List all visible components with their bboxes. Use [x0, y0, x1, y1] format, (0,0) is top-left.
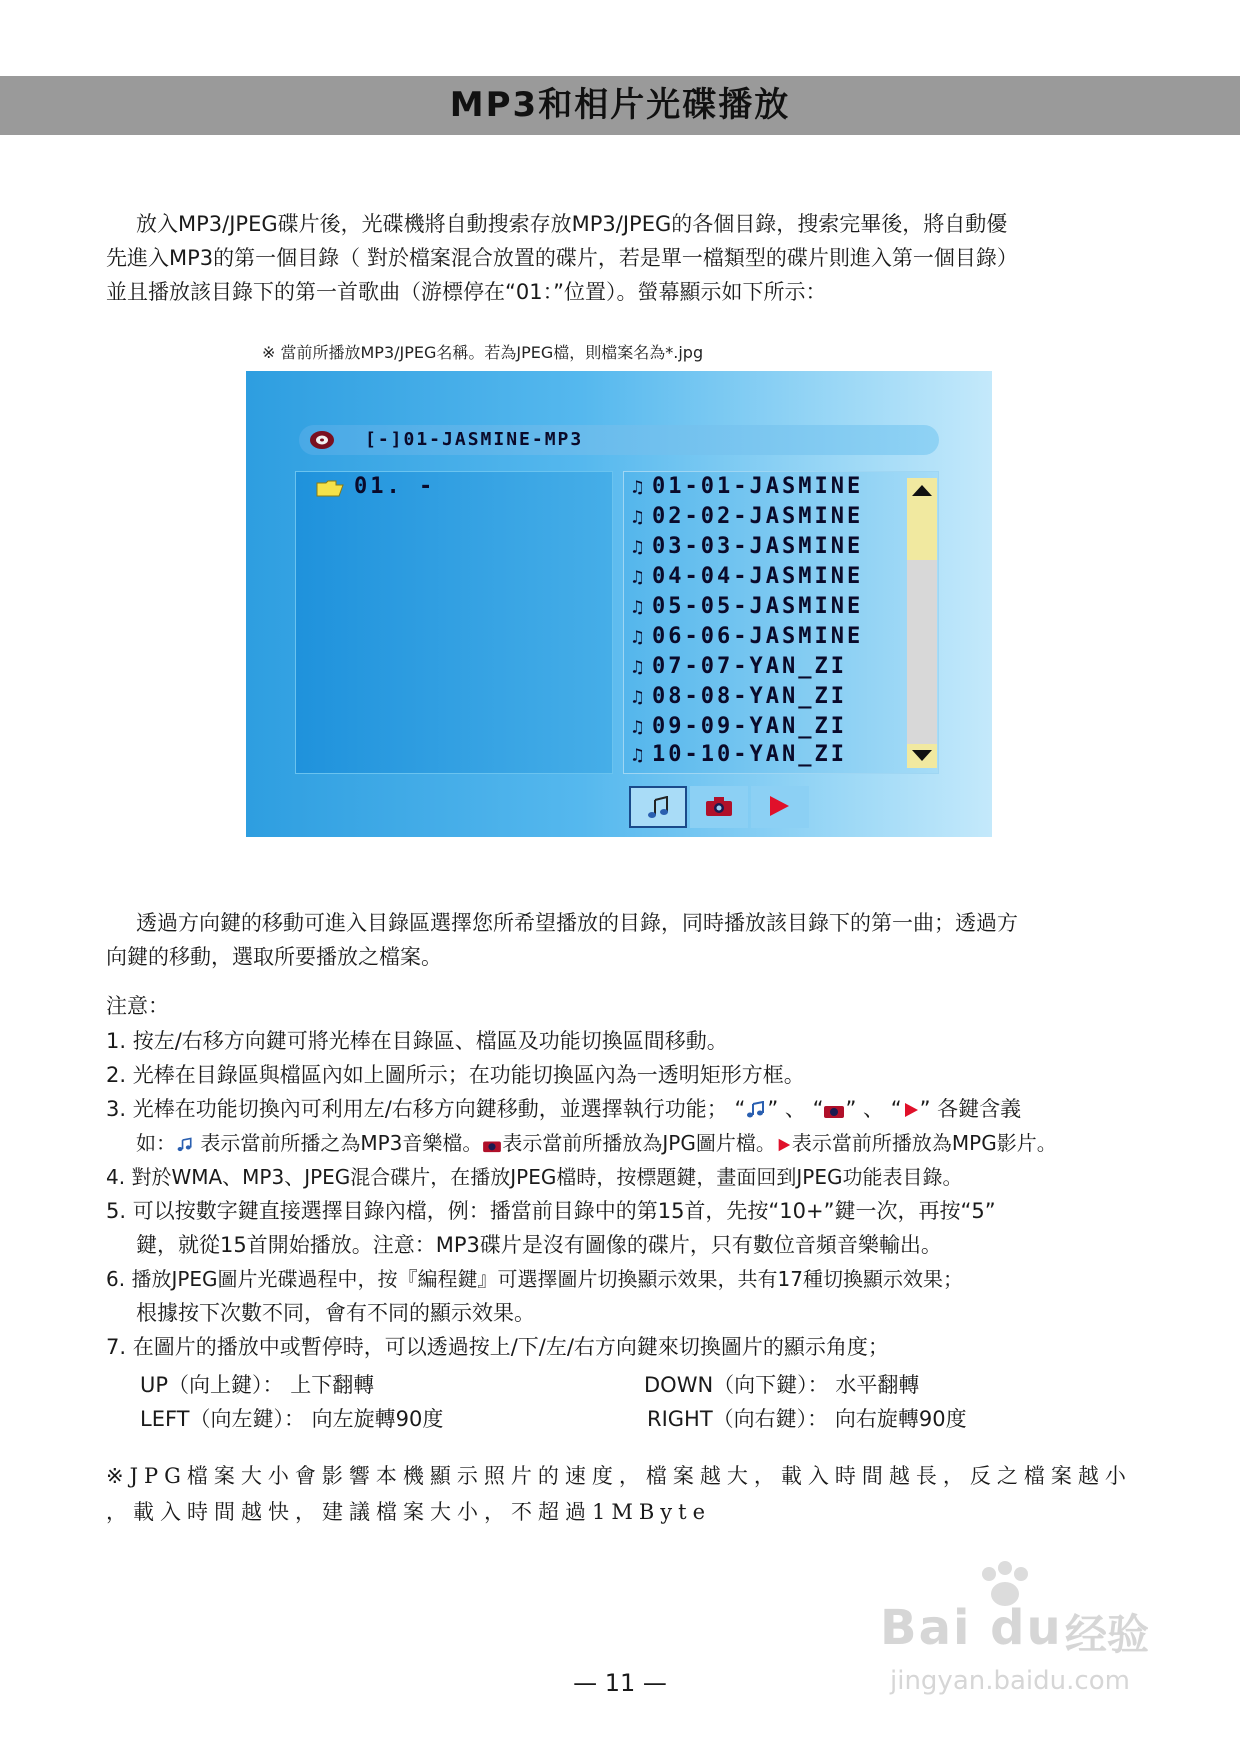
right-key-desc: RIGHT（向右鍵）： 向右旋轉90度: [647, 1407, 967, 1431]
camera-icon: [482, 1137, 502, 1153]
header-bar: [0, 76, 1240, 135]
scroll-up-icon: [912, 485, 932, 496]
file-item[interactable]: ♫ 02-02-JASMINE: [632, 504, 864, 529]
music-note-icon: [645, 796, 673, 820]
scroll-down-icon: [912, 750, 932, 761]
player-screen: [246, 371, 992, 837]
play-icon: [902, 1101, 920, 1119]
current-path: [-]01-JASMINE-MP3: [365, 429, 584, 450]
music-note-icon: ♫: [632, 687, 646, 708]
up-key-desc: UP（向上鍵）： 上下翻轉: [140, 1373, 375, 1397]
music-note-icon: ♫: [632, 597, 646, 618]
scroll-thumb[interactable]: [907, 502, 937, 560]
music-note-icon: ♫: [632, 567, 646, 588]
page-title: MP3和相片光碟播放: [449, 85, 791, 125]
disc-icon: [307, 430, 337, 450]
music-note-icon: [176, 1136, 194, 1154]
play-icon: [765, 794, 793, 818]
video-mode-button[interactable]: [751, 786, 809, 828]
nav-line-2: 向鍵的移動，選取所要播放之檔案。: [106, 945, 442, 969]
down-key-desc: DOWN（向下鍵）： 水平翻轉: [644, 1373, 920, 1397]
note-7: 7. 在圖片的播放中或暫停時，可以透過按上/下/左/右方向鍵來切換圖片的顯示角度；: [106, 1335, 889, 1359]
note-2: 2. 光棒在目錄區與檔區內如上圖所示；在功能切換區內為一透明矩形方框。: [106, 1063, 805, 1087]
note-6a: 6. 播放JPEG圖片光碟過程中，按『編程鍵』可選擇圖片切換顯示效果，共有17種切換顯示效果；: [106, 1267, 963, 1291]
note-3: 3. 光棒在功能切換內可利用左/右移方向鍵移動，並選擇執行功能； “ ” 、 “ ” 、 “ ” 各鍵含義: [106, 1097, 1022, 1121]
music-note-icon: ♫: [632, 657, 646, 678]
file-item[interactable]: ♫ 01-01-JASMINE: [632, 474, 864, 499]
screen-caption: ※ 當前所播放MP3/JPEG名稱。若為JPEG檔，則檔案名為*.jpg: [262, 343, 704, 362]
directory-item[interactable]: 01. -: [354, 474, 436, 499]
music-note-icon: ♫: [632, 507, 646, 528]
directory-panel[interactable]: [295, 471, 613, 774]
left-key-desc: LEFT（向左鍵）： 向左旋轉90度: [140, 1407, 444, 1431]
camera-icon: [823, 1101, 845, 1119]
note-6b: 根據按下次數不同，會有不同的顯示效果。: [136, 1301, 535, 1325]
watermark-url: jingyan.baidu.com: [890, 1666, 1130, 1696]
file-panel[interactable]: [623, 471, 939, 774]
file-item[interactable]: ♫ 05-05-JASMINE: [632, 594, 864, 619]
final-note-line-2: ，載入時間越快，建議檔案大小，不超過1MByte: [106, 1500, 712, 1524]
music-note-icon: ♫: [632, 537, 646, 558]
file-item[interactable]: ♫ 08-08-YAN_ZI: [632, 684, 847, 709]
intro-line-3: 並且播放該目錄下的第一首歌曲（游標停在“01：”位置）。螢幕顯示如下所示：: [106, 280, 827, 304]
path-bar: [299, 425, 939, 455]
music-note-icon: ♫: [632, 627, 646, 648]
scrollbar[interactable]: [907, 478, 937, 768]
play-icon: [776, 1137, 792, 1153]
music-note-icon: ♫: [632, 717, 646, 738]
file-item[interactable]: ♫ 06-06-JASMINE: [632, 624, 864, 649]
file-item[interactable]: ♫ 07-07-YAN_ZI: [632, 654, 847, 679]
music-note-icon: ♫: [632, 745, 646, 766]
camera-icon: [704, 794, 734, 818]
note-5b: 鍵，就從15首開始播放。注意：MP3碟片是沒有圖像的碟片，只有數位音頻音樂輸出。: [136, 1233, 942, 1257]
music-note-icon: [745, 1101, 767, 1119]
note-4: 4. 對於WMA、MP3、JPEG混合碟片，在播放JPEG檔時，按標題鍵，畫面回到JPEG功能表目錄。: [106, 1165, 963, 1189]
final-note-line-1: ※JPG檔案大小會影響本機顯示照片的速度，檔案越大，載入時間越長，反之檔案越小: [106, 1464, 1132, 1488]
intro-line-1: 放入MP3/JPEG碟片後，光碟機將自動搜索存放MP3/JPEG的各個目錄，搜索完畢後，將自動優: [136, 212, 1008, 236]
file-item[interactable]: ♫ 10-10-YAN_ZI: [632, 742, 847, 767]
watermark-brand: Bai du: [880, 1600, 1063, 1656]
music-note-icon: ♫: [632, 477, 646, 498]
nav-line-1: 透過方向鍵的移動可進入目錄區選擇您所希望播放的目錄，同時播放該目錄下的第一曲；透過方: [136, 911, 1018, 935]
scroll-up-button[interactable]: [907, 478, 937, 502]
scroll-down-button[interactable]: [907, 744, 937, 768]
note-3-cont: 如： 表示當前所播之為MP3音樂檔。 表示當前所播放為JPG圖片檔。 表示當前所播放為MPG影片。: [136, 1131, 1057, 1155]
page-number: — 11 —: [573, 1669, 667, 1697]
file-item[interactable]: ♫ 09-09-YAN_ZI: [632, 714, 847, 739]
photo-mode-button[interactable]: [690, 786, 748, 828]
folder-icon: [316, 479, 344, 497]
note-5a: 5. 可以按數字鍵直接選擇目錄內檔，例：播當前目錄中的第15首，先按“10+”鍵一次，再按“5”: [106, 1199, 996, 1223]
file-item[interactable]: ♫ 04-04-JASMINE: [632, 564, 864, 589]
file-item[interactable]: ♫ 03-03-JASMINE: [632, 534, 864, 559]
watermark-cn: 经验: [1065, 1610, 1150, 1659]
music-mode-button[interactable]: [629, 786, 687, 828]
intro-line-2: 先進入MP3的第一個目錄（ 對於檔案混合放置的碟片，若是單一檔類型的碟片則進入第一個目錄）: [106, 246, 1018, 270]
notes-title: 注意：: [106, 994, 169, 1018]
note-1: 1. 按左/右移方向鍵可將光棒在目錄區、檔區及功能切換區間移動。: [106, 1029, 728, 1053]
